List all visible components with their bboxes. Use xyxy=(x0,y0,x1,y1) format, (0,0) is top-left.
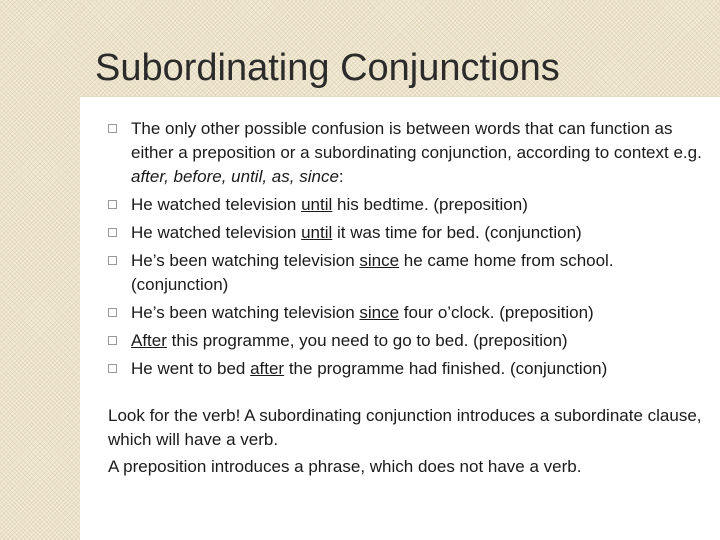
square-bullet-icon xyxy=(108,336,117,345)
bullet-item xyxy=(108,221,708,245)
square-bullet-icon xyxy=(108,228,117,237)
bullet-text: He watched television xyxy=(131,195,302,214)
bullet-text: this programme, you need to go to bed. (preposition) xyxy=(166,331,568,350)
bullet-item xyxy=(108,357,708,381)
bullet-list xyxy=(108,117,708,385)
bullet-text-tail: : xyxy=(338,167,344,186)
bullet-item xyxy=(108,249,708,297)
bullet-text: he came home from school. (conjunction) xyxy=(131,251,614,294)
bullet-text: He went to bed xyxy=(131,359,251,378)
example-words: after, before, until, as, since xyxy=(131,167,339,186)
footer-note: Look for the verb! A subordinating conjunction introduces a subordinate clause, which will have a verb. xyxy=(108,406,702,449)
underlined-word: until xyxy=(301,195,333,214)
bullet-text: He watched television xyxy=(131,223,302,242)
bullet-text: The only other possible confusion is between words that can function as either a preposition or a subordinating conjunction, according to context e.g. xyxy=(131,119,702,162)
bullet-item xyxy=(108,193,708,217)
square-bullet-icon xyxy=(108,308,117,317)
square-bullet-icon xyxy=(108,200,117,209)
footer-notes xyxy=(108,404,708,479)
decorative-side-panel xyxy=(0,0,80,540)
bullet-text: He’s been watching television xyxy=(131,303,360,322)
bullet-item xyxy=(108,117,708,189)
underlined-word: after xyxy=(250,359,285,378)
square-bullet-icon xyxy=(108,256,117,265)
bullet-text: four o’clock. (preposition) xyxy=(399,303,594,322)
bullet-item xyxy=(108,329,708,353)
bullet-text: it was time for bed. (conjunction) xyxy=(332,223,582,242)
bullet-item xyxy=(108,301,708,325)
footer-note: A preposition introduces a phrase, which does not have a verb. xyxy=(108,457,582,476)
underlined-word: since xyxy=(359,251,400,270)
underlined-word: until xyxy=(301,223,333,242)
underlined-word: since xyxy=(359,303,400,322)
bullet-text: his bedtime. (preposition) xyxy=(332,195,528,214)
square-bullet-icon xyxy=(108,124,117,133)
underlined-word: After xyxy=(131,331,167,350)
slide-title: Subordinating Conjunctions xyxy=(95,47,560,89)
bullet-text: the programme had finished. (conjunction) xyxy=(284,359,608,378)
square-bullet-icon xyxy=(108,364,117,373)
bullet-text: He’s been watching television xyxy=(131,251,360,270)
